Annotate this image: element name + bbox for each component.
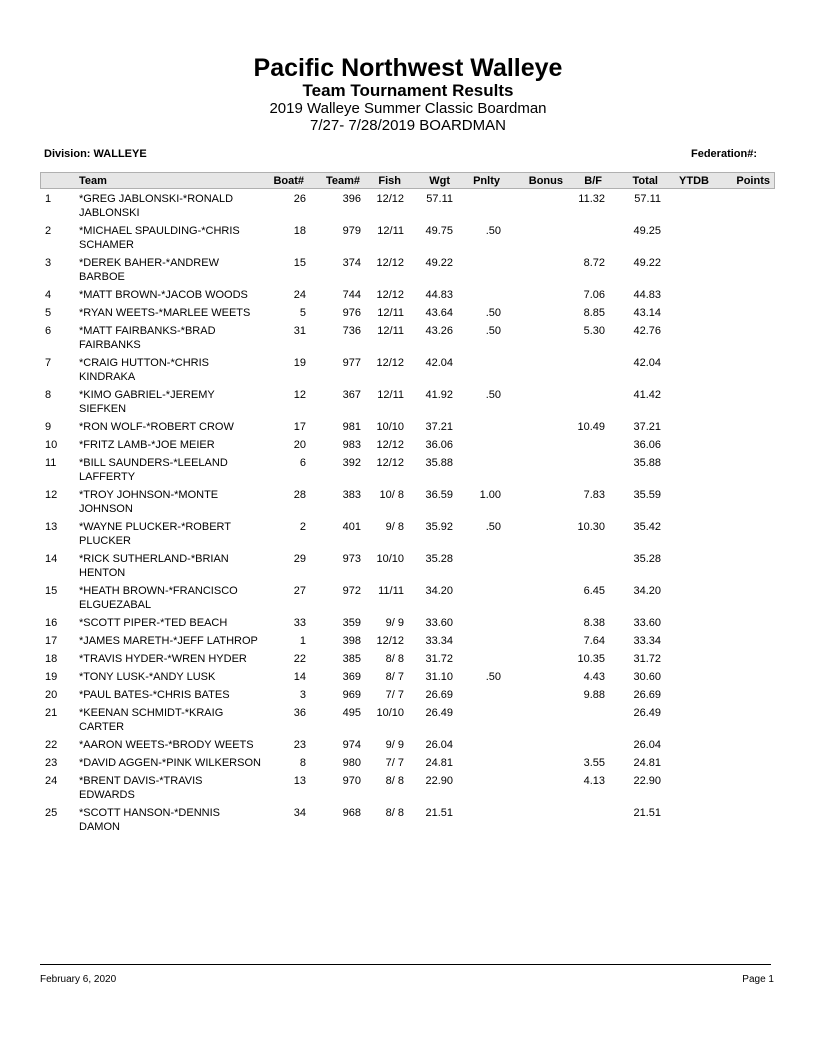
place-cell: 1 — [45, 193, 52, 205]
team-name-cell: *TONY LUSK-*ANDY LUSK — [79, 671, 216, 683]
team-name-cell: *DAVID AGGEN-*PINK WILKERSON — [79, 757, 261, 769]
team-number-cell: 398 — [342, 635, 361, 647]
big-fish-cell: 4.43 — [583, 671, 605, 683]
total-cell: 42.04 — [633, 357, 661, 369]
table-row — [40, 670, 775, 688]
table-row — [40, 324, 775, 356]
total-cell: 35.28 — [633, 553, 661, 565]
big-fish-cell: 7.83 — [583, 489, 605, 501]
col-team-number: Team# — [325, 175, 360, 187]
report-subtitle: Team Tournament Results — [302, 81, 514, 100]
big-fish-cell: 3.55 — [583, 757, 605, 769]
weight-cell: 31.10 — [425, 671, 453, 683]
table-row — [40, 256, 775, 288]
col-weight: Wgt — [429, 175, 450, 187]
total-cell: 24.81 — [633, 757, 661, 769]
weight-cell: 35.88 — [425, 457, 453, 469]
place-cell: 24 — [45, 775, 58, 787]
col-big-fish: B/F — [584, 175, 602, 187]
fish-cell: 7/ 7 — [385, 757, 404, 769]
team-name-cell: *MATT BROWN-*JACOB WOODS — [79, 289, 248, 301]
place-cell: 25 — [45, 807, 58, 819]
team-number-cell: 977 — [342, 357, 361, 369]
place-cell: 4 — [45, 289, 52, 301]
place-cell: 16 — [45, 617, 58, 629]
table-row — [40, 306, 775, 324]
fish-cell: 12/11 — [377, 325, 404, 337]
team-name-cell: *HEATH BROWN-*FRANCISCO ELGUEZABAL — [79, 585, 238, 611]
boat-cell: 8 — [299, 757, 306, 769]
boat-cell: 14 — [293, 671, 306, 683]
col-team: Team — [79, 175, 107, 187]
weight-cell: 35.28 — [425, 553, 453, 565]
team-number-cell: 969 — [342, 689, 361, 701]
big-fish-cell: 8.85 — [583, 307, 605, 319]
total-cell: 26.69 — [633, 689, 661, 701]
team-number-cell: 374 — [342, 257, 361, 269]
team-name-cell: *KIMO GABRIEL-*JEREMY SIEFKEN — [79, 389, 215, 415]
weight-cell: 44.83 — [425, 289, 453, 301]
total-cell: 49.22 — [633, 257, 661, 269]
fish-cell: 10/10 — [376, 553, 404, 565]
table-row — [40, 288, 775, 306]
table-row — [40, 634, 775, 652]
fish-cell: 12/12 — [376, 635, 404, 647]
boat-cell: 15 — [293, 257, 306, 269]
fish-cell: 10/ 8 — [379, 489, 404, 501]
table-row — [40, 688, 775, 706]
total-cell: 41.42 — [633, 389, 661, 401]
table-row — [40, 456, 775, 488]
total-cell: 49.25 — [633, 225, 661, 237]
fish-cell: 12/12 — [376, 193, 404, 205]
team-name-cell: *AARON WEETS-*BRODY WEETS — [79, 739, 254, 751]
team-number-cell: 392 — [342, 457, 361, 469]
table-row — [40, 756, 775, 774]
boat-cell: 6 — [299, 457, 306, 469]
weight-cell: 35.92 — [425, 521, 453, 533]
penalty-cell: .50 — [485, 521, 501, 533]
place-cell: 21 — [45, 707, 58, 719]
place-cell: 13 — [45, 521, 58, 533]
team-name-cell: *TROY JOHNSON-*MONTE JOHNSON — [79, 489, 219, 515]
col-ytdb: YTDB — [679, 175, 709, 187]
weight-cell: 24.81 — [425, 757, 453, 769]
team-name-cell: *WAYNE PLUCKER-*ROBERT PLUCKER — [79, 521, 231, 547]
team-name-cell: *RYAN WEETS-*MARLEE WEETS — [79, 307, 251, 319]
federation-label: Federation#: — [691, 148, 758, 160]
weight-cell: 21.51 — [425, 807, 453, 819]
weight-cell: 36.06 — [425, 439, 453, 451]
place-cell: 8 — [45, 389, 52, 401]
boat-cell: 13 — [293, 775, 306, 787]
weight-cell: 49.22 — [425, 257, 453, 269]
team-number-cell: 367 — [342, 389, 361, 401]
team-name-cell: *SCOTT PIPER-*TED BEACH — [79, 617, 228, 629]
team-number-cell: 385 — [342, 653, 361, 665]
total-cell: 35.59 — [633, 489, 661, 501]
col-penalty: Pnlty — [473, 175, 500, 187]
total-cell: 33.34 — [633, 635, 661, 647]
event-dates: 7/27- 7/28/2019 BOARDMAN — [310, 117, 506, 134]
report-title: Pacific Northwest Walleye — [253, 54, 563, 82]
team-name-cell: *KEENAN SCHMIDT-*KRAIG CARTER — [79, 707, 224, 733]
big-fish-cell: 10.35 — [577, 653, 605, 665]
boat-cell: 12 — [293, 389, 306, 401]
boat-cell: 3 — [299, 689, 306, 701]
team-number-cell: 495 — [342, 707, 361, 719]
footer-date: February 6, 2020 — [40, 974, 117, 985]
big-fish-cell: 8.38 — [583, 617, 605, 629]
table-row — [40, 806, 775, 838]
total-cell: 34.20 — [633, 585, 661, 597]
total-cell: 35.88 — [633, 457, 661, 469]
table-row — [40, 520, 775, 552]
place-cell: 3 — [45, 257, 52, 269]
table-row — [40, 738, 775, 756]
total-cell: 33.60 — [633, 617, 661, 629]
place-cell: 6 — [45, 325, 52, 337]
boat-cell: 17 — [293, 421, 306, 433]
footer-divider — [40, 964, 771, 965]
total-cell: 42.76 — [633, 325, 661, 337]
weight-cell: 43.64 — [425, 307, 453, 319]
boat-cell: 27 — [293, 585, 306, 597]
total-cell: 22.90 — [633, 775, 661, 787]
table-row — [40, 616, 775, 634]
total-cell: 21.51 — [633, 807, 661, 819]
boat-cell: 18 — [293, 225, 306, 237]
place-cell: 23 — [45, 757, 58, 769]
fish-cell: 9/ 9 — [385, 617, 404, 629]
fish-cell: 12/11 — [377, 389, 404, 401]
team-name-cell: *SCOTT HANSON-*DENNIS DAMON — [79, 807, 220, 833]
weight-cell: 26.49 — [425, 707, 453, 719]
weight-cell: 26.69 — [425, 689, 453, 701]
fish-cell: 12/12 — [376, 439, 404, 451]
table-row — [40, 774, 775, 806]
table-row — [40, 420, 775, 438]
team-number-cell: 736 — [342, 325, 361, 337]
place-cell: 5 — [45, 307, 52, 319]
fish-cell: 8/ 8 — [385, 653, 404, 665]
place-cell: 14 — [45, 553, 58, 565]
table-row — [40, 356, 775, 388]
table-row — [40, 192, 775, 224]
team-name-cell: *RICK SUTHERLAND-*BRIAN HENTON — [79, 553, 229, 579]
boat-cell: 28 — [293, 489, 306, 501]
team-number-cell: 972 — [342, 585, 361, 597]
weight-cell: 34.20 — [425, 585, 453, 597]
place-cell: 19 — [45, 671, 58, 683]
big-fish-cell: 9.88 — [583, 689, 605, 701]
fish-cell: 12/11 — [377, 307, 404, 319]
team-number-cell: 983 — [342, 439, 361, 451]
team-name-cell: *CRAIG HUTTON-*CHRIS KINDRAKA — [79, 357, 209, 383]
team-name-cell: *JAMES MARETH-*JEFF LATHROP — [79, 635, 258, 647]
place-cell: 7 — [45, 357, 52, 369]
total-cell: 30.60 — [633, 671, 661, 683]
event-name: 2019 Walleye Summer Classic Boardman — [269, 100, 547, 117]
boat-cell: 19 — [293, 357, 306, 369]
penalty-cell: .50 — [485, 671, 501, 683]
boat-cell: 24 — [293, 289, 306, 301]
boat-cell: 34 — [293, 807, 306, 819]
team-number-cell: 976 — [342, 307, 361, 319]
col-bonus: Bonus — [528, 175, 563, 187]
boat-cell: 31 — [293, 325, 306, 337]
team-number-cell: 980 — [342, 757, 361, 769]
team-name-cell: *BILL SAUNDERS-*LEELAND LAFFERTY — [79, 457, 228, 483]
table-row — [40, 706, 775, 738]
total-cell: 31.72 — [633, 653, 661, 665]
big-fish-cell: 7.06 — [583, 289, 605, 301]
total-cell: 43.14 — [633, 307, 661, 319]
team-name-cell: *MICHAEL SPAULDING-*CHRIS SCHAMER — [79, 225, 240, 251]
boat-cell: 20 — [293, 439, 306, 451]
total-cell: 57.11 — [634, 193, 661, 205]
boat-cell: 33 — [293, 617, 306, 629]
place-cell: 18 — [45, 653, 58, 665]
big-fish-cell: 11.32 — [578, 193, 605, 205]
place-cell: 9 — [45, 421, 52, 433]
total-cell: 35.42 — [633, 521, 661, 533]
total-cell: 26.04 — [633, 739, 661, 751]
table-row — [40, 552, 775, 584]
weight-cell: 49.75 — [425, 225, 453, 237]
weight-cell: 33.60 — [425, 617, 453, 629]
place-cell: 17 — [45, 635, 58, 647]
team-number-cell: 973 — [342, 553, 361, 565]
weight-cell: 37.21 — [425, 421, 453, 433]
penalty-cell: .50 — [485, 225, 501, 237]
boat-cell: 1 — [299, 635, 306, 647]
fish-cell: 10/10 — [376, 707, 404, 719]
team-number-cell: 401 — [342, 521, 361, 533]
col-points: Points — [736, 175, 770, 187]
table-row — [40, 488, 775, 520]
weight-cell: 57.11 — [426, 193, 453, 205]
team-number-cell: 970 — [342, 775, 361, 787]
boat-cell: 29 — [293, 553, 306, 565]
big-fish-cell: 6.45 — [583, 585, 605, 597]
table-header — [40, 172, 775, 189]
team-number-cell: 369 — [342, 671, 361, 683]
place-cell: 15 — [45, 585, 58, 597]
fish-cell: 12/12 — [376, 257, 404, 269]
team-number-cell: 744 — [342, 289, 361, 301]
big-fish-cell: 5.30 — [583, 325, 605, 337]
total-cell: 37.21 — [633, 421, 661, 433]
boat-cell: 36 — [293, 707, 306, 719]
footer-page-number: Page 1 — [742, 974, 774, 985]
report-header — [0, 54, 816, 134]
fish-cell: 12/12 — [376, 289, 404, 301]
place-cell: 12 — [45, 489, 58, 501]
team-number-cell: 979 — [342, 225, 361, 237]
col-fish: Fish — [378, 175, 401, 187]
big-fish-cell: 8.72 — [583, 257, 605, 269]
col-total: Total — [632, 175, 658, 187]
big-fish-cell: 7.64 — [583, 635, 605, 647]
big-fish-cell: 4.13 — [583, 775, 605, 787]
fish-cell: 12/11 — [377, 225, 404, 237]
boat-cell: 2 — [299, 521, 306, 533]
col-boat: Boat# — [273, 175, 304, 187]
team-name-cell: *BRENT DAVIS-*TRAVIS EDWARDS — [79, 775, 203, 801]
fish-cell: 8/ 8 — [385, 807, 404, 819]
team-number-cell: 396 — [342, 193, 361, 205]
penalty-cell: .50 — [485, 389, 501, 401]
penalty-cell: .50 — [485, 307, 501, 319]
place-cell: 20 — [45, 689, 58, 701]
team-number-cell: 981 — [342, 421, 361, 433]
weight-cell: 36.59 — [425, 489, 453, 501]
weight-cell: 41.92 — [425, 389, 453, 401]
weight-cell: 33.34 — [425, 635, 453, 647]
table-row — [40, 652, 775, 670]
team-name-cell: *RON WOLF-*ROBERT CROW — [79, 421, 234, 433]
penalty-cell: .50 — [485, 325, 501, 337]
fish-cell: 7/ 7 — [385, 689, 404, 701]
fish-cell: 9/ 8 — [385, 521, 404, 533]
table-row — [40, 224, 775, 256]
fish-cell: 8/ 7 — [385, 671, 404, 683]
boat-cell: 5 — [299, 307, 306, 319]
big-fish-cell: 10.49 — [577, 421, 605, 433]
total-cell: 26.49 — [633, 707, 661, 719]
results-table — [40, 192, 775, 838]
boat-cell: 22 — [293, 653, 306, 665]
place-cell: 22 — [45, 739, 58, 751]
boat-cell: 23 — [293, 739, 306, 751]
fish-cell: 9/ 9 — [385, 739, 404, 751]
team-name-cell: *MATT FAIRBANKS-*BRAD FAIRBANKS — [79, 325, 216, 351]
fish-cell: 8/ 8 — [385, 775, 404, 787]
place-cell: 11 — [45, 457, 57, 469]
table-row — [40, 584, 775, 616]
place-cell: 2 — [45, 225, 52, 237]
place-cell: 10 — [45, 439, 58, 451]
team-number-cell: 974 — [342, 739, 361, 751]
weight-cell: 22.90 — [425, 775, 453, 787]
fish-cell: 12/12 — [376, 457, 404, 469]
team-number-cell: 383 — [342, 489, 361, 501]
total-cell: 36.06 — [633, 439, 661, 451]
total-cell: 44.83 — [633, 289, 661, 301]
fish-cell: 10/10 — [376, 421, 404, 433]
fish-cell: 12/12 — [376, 357, 404, 369]
weight-cell: 31.72 — [425, 653, 453, 665]
team-name-cell: *TRAVIS HYDER-*WREN HYDER — [79, 653, 247, 665]
weight-cell: 43.26 — [425, 325, 453, 337]
table-row — [40, 388, 775, 420]
big-fish-cell: 10.30 — [577, 521, 605, 533]
team-name-cell: *DEREK BAHER-*ANDREW BARBOE — [79, 257, 219, 283]
table-row — [40, 438, 775, 456]
division-label: Division: WALLEYE — [44, 148, 147, 160]
boat-cell: 26 — [293, 193, 306, 205]
weight-cell: 42.04 — [425, 357, 453, 369]
penalty-cell: 1.00 — [479, 489, 501, 501]
team-name-cell: *PAUL BATES-*CHRIS BATES — [79, 689, 230, 701]
team-number-cell: 968 — [342, 807, 361, 819]
team-number-cell: 359 — [342, 617, 361, 629]
fish-cell: 11/11 — [378, 585, 404, 597]
team-name-cell: *FRITZ LAMB-*JOE MEIER — [79, 439, 215, 451]
weight-cell: 26.04 — [425, 739, 453, 751]
team-name-cell: *GREG JABLONSKI-*RONALD JABLONSKI — [79, 193, 234, 219]
